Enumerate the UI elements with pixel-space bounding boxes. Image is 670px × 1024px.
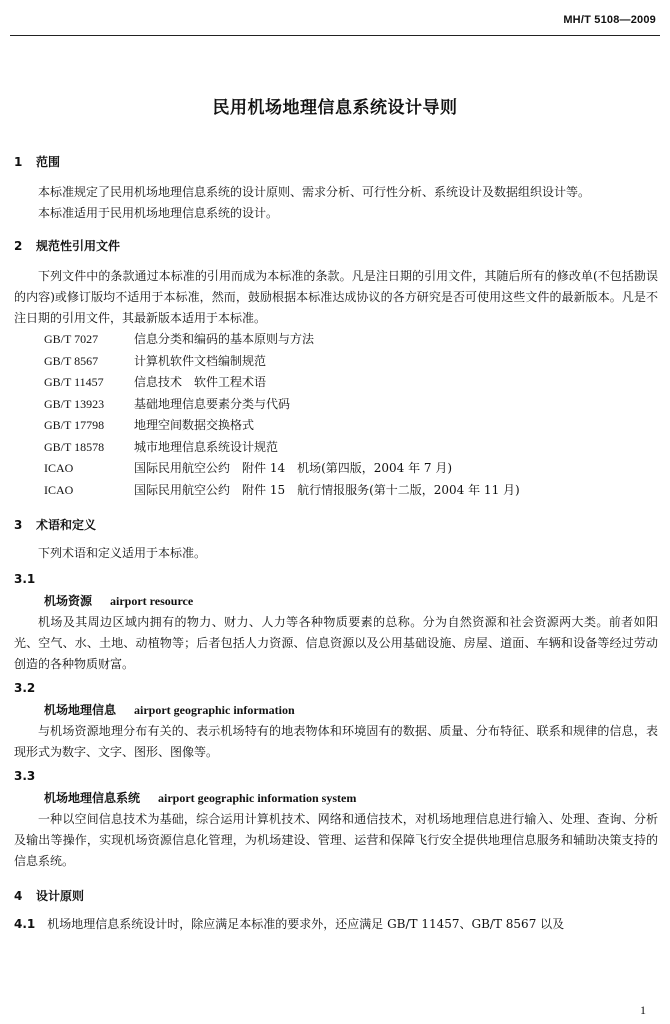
header-rule [10, 35, 660, 36]
section-1-heading [14, 150, 658, 174]
section-4-heading [14, 884, 658, 908]
reference-name: 计算机软件文档编制规范 [134, 353, 267, 368]
section-title: 范围 [36, 155, 61, 169]
reference-name: 信息技术 软件工程术语 [134, 375, 267, 389]
reference-code: GB/T 18578 [44, 439, 105, 454]
reference-name: 城市地理信息系统设计规范 [134, 439, 279, 454]
reference-item [14, 458, 658, 480]
reference-item [14, 372, 658, 394]
term-title [14, 787, 658, 809]
paragraph: 本标准规定了民用机场地理信息系统的设计原则、需求分析、可行性分析、系统设计及数据组织设计等。 [38, 185, 591, 199]
reference-code: GB/T 17798 [44, 418, 105, 432]
section-number: 3 [14, 518, 23, 532]
section-title: 规范性引用文件 [36, 239, 121, 253]
reference-name: 基础地理信息要素分类与代码 [134, 396, 291, 411]
reference-item [14, 437, 658, 459]
reference-item [14, 394, 658, 416]
clause [14, 914, 658, 935]
reference-name: 国际民用航空公约 附件 14 机场(第四版，2004 年 7 月) [134, 461, 453, 475]
term-name-en: airport geographic information system [158, 791, 357, 805]
section-title: 术语和定义 [36, 518, 97, 532]
term-definition: 与机场资源地理分布有关的、表示机场特有的地表物体和环境固有的数据、质量、分布特征、联系和规律的信息，表现形式为数字、文字、图形、图像等。 [14, 724, 658, 759]
term-number: 3.2 [14, 681, 36, 695]
section-3-heading [14, 513, 658, 537]
reference-name: 地理空间数据交换格式 [134, 418, 255, 432]
term-name-zh: 机场地理信息系统 [44, 791, 141, 805]
reference-code: ICAO [44, 482, 74, 497]
term-number: 3.3 [14, 769, 36, 783]
paragraph: 下列文件中的条款通过本标准的引用而成为本标准的条款。凡是注日期的引用文件，其随后所有的修改单(不包括勘误的内容)或修订版均不适用于本标准，然而，鼓励根据本标准达成协议的各方研究是否可使用这些文件的最新版本。凡是不注日期的引用文件，其最新版本适用于本标准。 [14, 269, 658, 325]
reference-code: GB/T 7027 [44, 332, 99, 346]
page-number: 1 [640, 1003, 646, 1017]
reference-item [14, 329, 658, 351]
reference-item [14, 480, 658, 502]
reference-list [14, 329, 658, 501]
paragraph: 下列术语和定义适用于本标准。 [38, 546, 207, 560]
reference-code: GB/T 11457 [44, 375, 104, 389]
term-name-en: airport resource [110, 594, 194, 608]
clause-number: 4.1 [14, 917, 36, 931]
paragraph: 本标准适用于民用机场地理信息系统的设计。 [38, 206, 279, 220]
section-number: 1 [14, 155, 23, 169]
reference-code: GB/T 13923 [44, 396, 105, 411]
term-definition: 机场及其周边区域内拥有的物力、财力、人力等各种物质要素的总称。分为自然资源和社会资源两大类。前者如阳光、空气、水、土地、动植物等；后者包括人力资源、信息资源以及公用基础设施、房屋、道面、车辆和设备等经过劳动创造的各种物质财富。 [14, 615, 658, 671]
term-title [14, 590, 658, 612]
document-body [14, 150, 658, 935]
reference-name: 信息分类和编码的基本原则与方法 [134, 332, 315, 346]
term-name-en: airport geographic information [134, 703, 295, 717]
reference-code: ICAO [44, 461, 74, 475]
term-name-zh: 机场资源 [44, 594, 93, 608]
clause-text: 机场地理信息系统设计时，除应满足本标准的要求外，还应满足 GB/T 11457、GB/T 8567 以及 [47, 917, 565, 931]
reference-code: GB/T 8567 [44, 353, 99, 368]
document-title: 民用机场地理信息系统设计导则 [212, 98, 458, 118]
term-name-zh: 机场地理信息 [44, 703, 117, 717]
section-2-heading [14, 234, 658, 258]
section-number: 4 [14, 889, 23, 903]
reference-item [14, 415, 658, 437]
section-number: 2 [14, 239, 23, 253]
section-title: 设计原则 [36, 889, 85, 903]
reference-name: 国际民用航空公约 附件 15 航行情报服务(第十二版，2004 年 11 月) [134, 482, 520, 497]
term-number: 3.1 [14, 572, 36, 586]
header-code: MH/T 5108—2009 [563, 14, 656, 26]
term-definition: 一种以空间信息技术为基础，综合运用计算机技术、网络和通信技术，对机场地理信息进行输入、处理、查询、分析及输出等操作，实现机场资源信息化管理，为机场建设、管理、运营和保障飞行安全提供地理信息服务和辅助决策支持的信息系统。 [14, 812, 658, 868]
term-title [14, 699, 658, 721]
reference-item [14, 351, 658, 373]
